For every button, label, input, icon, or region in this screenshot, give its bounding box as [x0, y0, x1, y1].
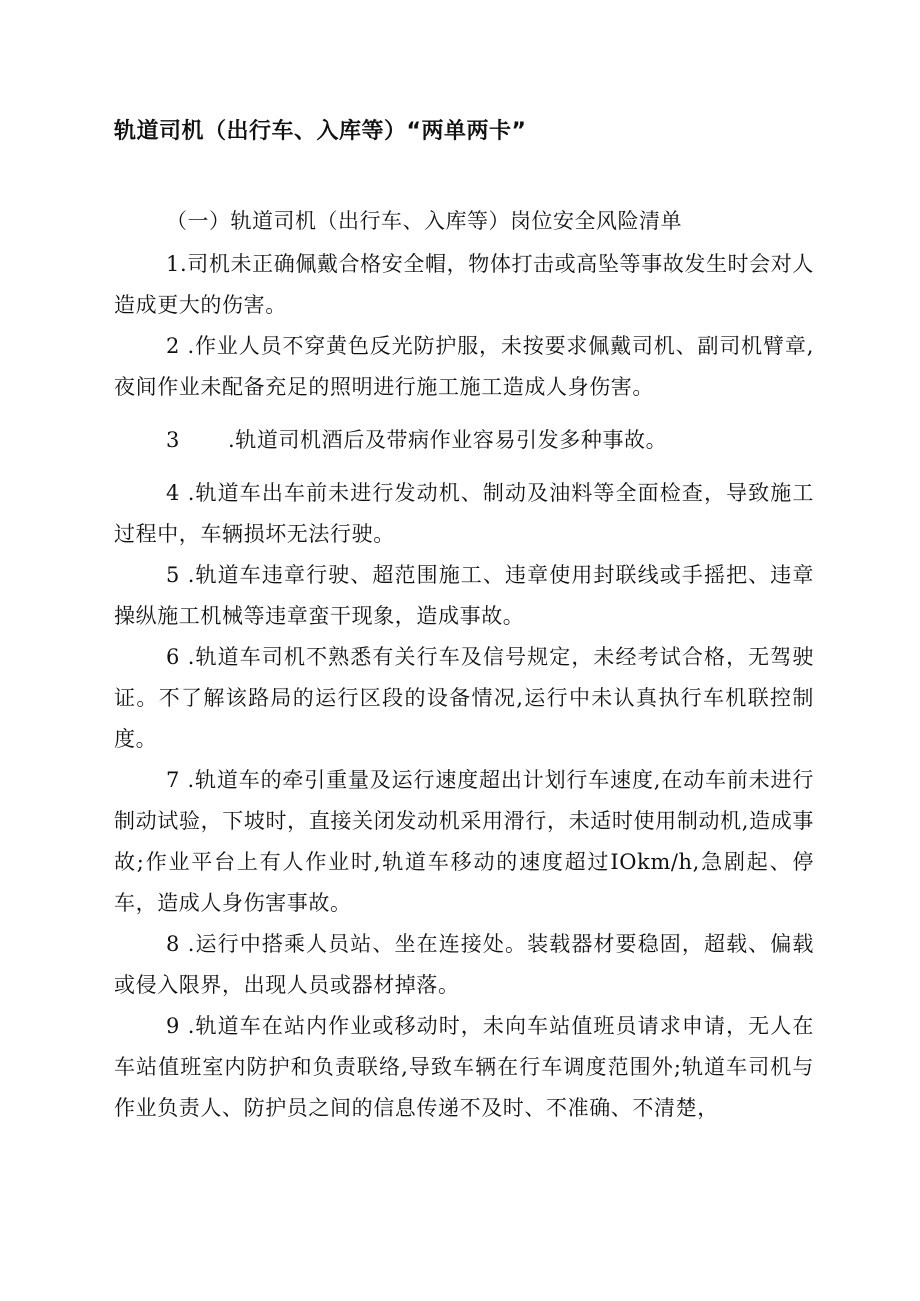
item-separator: .	[179, 768, 195, 792]
item-separator: .	[227, 428, 236, 452]
item-number: 4	[166, 481, 180, 505]
list-item	[114, 244, 814, 326]
item-text: 轨道车违章行驶、超范围施工、违章使用封联线或手摇把、违章操纵施工机械等违章蛮干现象，造成事故。	[114, 563, 814, 628]
item-text: 司机未正确佩戴合格安全帽，物体打击或高坠等事故发生时会对人造成更大的伤害。	[114, 252, 814, 317]
list-item	[114, 420, 814, 461]
item-number: 5	[166, 563, 180, 587]
item-separator: .	[179, 252, 188, 276]
item-text: 轨道车在站内作业或移动时，未向车站值班员请求申请，无人在车站值班室内防护和负责联络,导致车辆在行车调度范围外;轨道车司机与作业负责人、防护员之间的信息传递不及时、不准确、不清楚，	[114, 1014, 814, 1120]
document-title: 轨道司机（出行车、入库等）“两单两卡”	[114, 119, 527, 144]
item-number: 7	[166, 768, 180, 792]
section-heading: （一）轨道司机（出行车、入库等）岗位安全风险清单	[166, 209, 682, 233]
item-number: 9	[166, 1014, 180, 1038]
item-number: 6	[166, 645, 180, 669]
item-number: 2	[166, 334, 180, 358]
item-separator: .	[179, 334, 195, 358]
item-number: 3	[166, 428, 180, 452]
item-separator: .	[179, 481, 196, 505]
item-separator: .	[179, 932, 196, 956]
item-separator: .	[179, 563, 196, 587]
item-text: 轨道车出车前未进行发动机、制动及油料等全面检查，导致施工过程中，车辆损坏无法行驶。	[114, 481, 814, 546]
list-item	[114, 924, 814, 1006]
list-item	[114, 1006, 814, 1129]
item-text: 轨道车司机不熟悉有关行车及信号规定，未经考试合格，无驾驶证。不了解该路局的运行区段的设备情况,运行中未认真执行车机联控制度。	[114, 645, 814, 751]
item-text: 轨道司机酒后及带病作业容易引发多种事故。	[235, 428, 668, 452]
item-text: 作业人员不穿黄色反光防护服，未按要求佩戴司机、副司机臂章,夜间作业未配备充足的照明进行施工施工造成人身伤害。	[114, 334, 814, 399]
item-separator: .	[179, 645, 196, 669]
list-item	[114, 473, 814, 555]
item-number: 1	[166, 252, 180, 276]
list-item	[114, 637, 814, 760]
risk-list	[114, 244, 814, 1129]
item-separator: .	[179, 1014, 196, 1038]
list-item	[114, 760, 814, 924]
list-item	[114, 555, 814, 637]
item-number: 8	[166, 932, 180, 956]
list-item	[114, 326, 814, 408]
item-text: 运行中搭乘人员站、坐在连接处。装载器材要稳固，超载、偏载或侵入限界，出现人员或器材掉落。	[114, 932, 814, 997]
item-text: 轨道车的牵引重量及运行速度超出计划行车速度,在动车前未进行制动试验，下坡时，直接关闭发动机采用滑行，未适时使用制动机,造成事故;作业平台上有人作业时,轨道车移动的速度超过IOkm/h,急剧起、停车，造成人身伤害事故。	[114, 768, 814, 915]
